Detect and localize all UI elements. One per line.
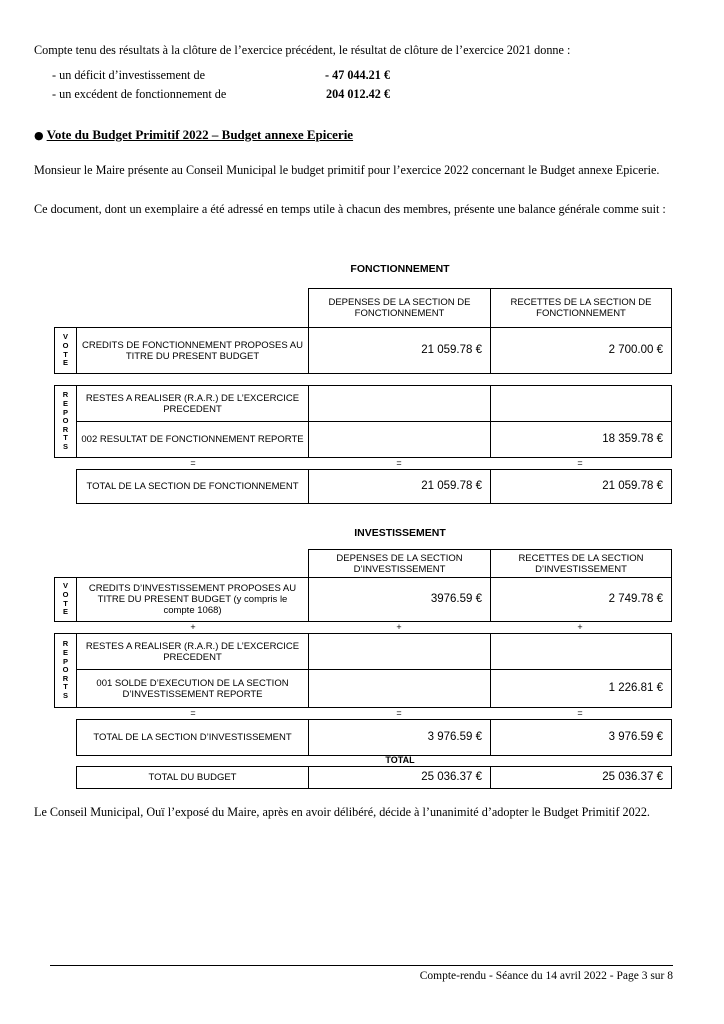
- deficit-value: - 47 044.21 €: [325, 68, 390, 82]
- invest-rar-recettes: [490, 633, 672, 670]
- invest-total-label: TOTAL DE LA SECTION D’INVESTISSEMENT: [76, 719, 309, 756]
- invest-001-depenses: [308, 669, 491, 708]
- invest-col-recettes: RECETTES DE LA SECTION D’INVESTISSEMENT: [490, 549, 672, 578]
- invest-rar-depenses: [308, 633, 491, 670]
- invest-credits-label: CREDITS D’INVESTISSEMENT PROPOSES AU TITRE DU PRESENT BUDGET (y compris le compte 1068): [76, 577, 309, 622]
- invest-total-recettes: 3 976.59 €: [490, 719, 672, 756]
- fonct-equals-3: =: [577, 458, 583, 468]
- invest-equals-2: =: [396, 708, 402, 718]
- invest-plus-1: +: [190, 622, 196, 632]
- fonct-vote-label: V O T E: [54, 327, 77, 374]
- fonct-rar-depenses: [308, 385, 491, 422]
- fonct-002-label: 002 RESULTAT DE FONCTIONNEMENT REPORTE: [76, 421, 309, 458]
- intro-sentence: Compte tenu des résultats à la clôture de l’exercice précédent, le résultat de clôture de l’exercice 2021 donne :: [34, 43, 571, 57]
- invest-credits-depenses: 3976.59 €: [308, 577, 491, 622]
- invest-equals-3: =: [577, 708, 583, 718]
- fonct-col-depenses: DEPENSES DE LA SECTION DE FONCTIONNEMENT: [308, 288, 491, 328]
- invest-credits-recettes: 2 749.78 €: [490, 577, 672, 622]
- fonct-total-label: TOTAL DE LA SECTION DE FONCTIONNEMENT: [76, 469, 309, 504]
- fonct-credits-label: CREDITS DE FONCTIONNEMENT PROPOSES AU TITRE DU PRESENT BUDGET: [76, 327, 309, 374]
- paragraph-conclusion: Le Conseil Municipal, Ouï l’exposé du Maire, après en avoir délibéré, décide à l’unanimité d’adopter le Budget Primitif 2022.: [34, 805, 650, 819]
- invest-001-recettes: 1 226.81 €: [490, 669, 672, 708]
- section-heading: [34, 127, 353, 143]
- invest-reports-label: R E P O R T S: [54, 633, 77, 708]
- fonct-credits-depenses: 21 059.78 €: [308, 327, 491, 374]
- paragraph-presentation: Monsieur le Maire présente au Conseil Municipal le budget primitif pour l’exercice 2022 concernant le Budget annexe Epicerie.: [34, 163, 660, 177]
- fonct-equals-1: =: [190, 458, 196, 468]
- footer-divider: [50, 965, 673, 966]
- total-budget-recettes: 25 036.37 €: [490, 766, 672, 789]
- invest-equals-1: =: [190, 708, 196, 718]
- invest-plus-3: +: [577, 622, 583, 632]
- deficit-label: - un déficit d’investissement de: [52, 68, 205, 82]
- paragraph-document: Ce document, dont un exemplaire a été adressé en temps utile à chacun des membres, présente une balance générale comme suit :: [34, 202, 666, 216]
- invest-vote-label: V O T E: [54, 577, 77, 622]
- fonct-col-recettes: RECETTES DE LA SECTION DE FONCTIONNEMENT: [490, 288, 672, 328]
- invest-plus-2: +: [396, 622, 402, 632]
- fonct-total-recettes: 21 059.78 €: [490, 469, 672, 504]
- fonct-002-depenses: [308, 421, 491, 458]
- investissement-title: INVESTISSEMENT: [354, 527, 446, 539]
- section-bullet: ●: [34, 129, 44, 142]
- section-title: Vote du Budget Primitif 2022 – Budget annexe Epicerie: [46, 127, 354, 142]
- fonct-total-depenses: 21 059.78 €: [308, 469, 491, 504]
- total-heading: TOTAL: [385, 755, 415, 765]
- footer-text: Compte-rendu - Séance du 14 avril 2022 - Page 3 sur 8: [419, 970, 673, 982]
- fonct-rar-label: RESTES A REALISER (R.A.R.) DE L’EXCERCICE PRECEDENT: [76, 385, 309, 422]
- invest-col-depenses: DEPENSES DE LA SECTION D’INVESTISSEMENT: [308, 549, 491, 578]
- fonct-credits-recettes: 2 700.00 €: [490, 327, 672, 374]
- fonct-equals-2: =: [396, 458, 402, 468]
- invest-total-depenses: 3 976.59 €: [308, 719, 491, 756]
- fonct-rar-recettes: [490, 385, 672, 422]
- invest-rar-label: RESTES A REALISER (R.A.R.) DE L’EXCERCICE PRECEDENT: [76, 633, 309, 670]
- total-budget-label: TOTAL DU BUDGET: [76, 766, 309, 789]
- excedent-value: 204 012.42 €: [326, 87, 390, 101]
- fonctionnement-title: FONCTIONNEMENT: [350, 263, 450, 275]
- invest-001-label: 001 SOLDE D’EXECUTION DE LA SECTION D’INVESTISSEMENT REPORTE: [76, 669, 309, 708]
- total-budget-depenses: 25 036.37 €: [308, 766, 491, 789]
- fonct-reports-label: R E P O R T S: [54, 385, 77, 458]
- fonct-002-recettes: 18 359.78 €: [490, 421, 672, 458]
- excedent-label: - un excédent de fonctionnement de: [52, 87, 227, 101]
